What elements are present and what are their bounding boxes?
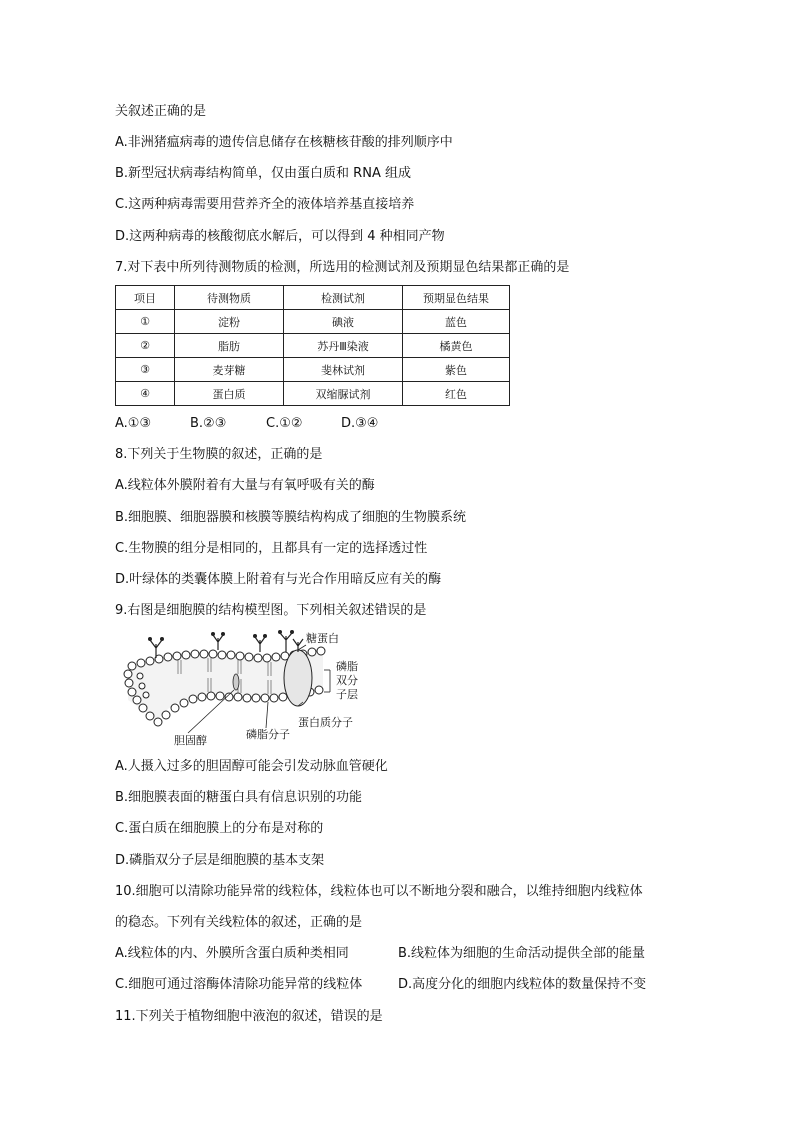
table-row — [116, 358, 510, 382]
q7-option-a: A.①③ — [115, 416, 152, 431]
table-cell: ③ — [116, 358, 175, 382]
q9-option-a: A.人摄入过多的胆固醇可能会引发动脉血管硬化 — [115, 759, 388, 774]
table-cell: 双缩脲试剂 — [284, 382, 403, 406]
q6-stem-tail: 关叙述正确的是 — [115, 104, 207, 119]
table-cell: 斐林试剂 — [284, 358, 403, 382]
q9-option-c: C.蛋白质在细胞膜上的分布是对称的 — [115, 821, 324, 836]
q7-stem: 7.对下表中所列待测物质的检测，所选用的检测试剂及预期显色结果都正确的是 — [115, 260, 570, 275]
cell-membrane-diagram — [118, 630, 380, 750]
table-cell: 淀粉 — [175, 310, 284, 334]
table-row — [116, 334, 510, 358]
table-header-row — [116, 286, 510, 310]
q10-option-b: B.线粒体为细胞的生命活动提供全部的能量 — [398, 946, 646, 961]
glycoprotein-heads — [148, 630, 294, 641]
q7-option-d: D.③④ — [341, 416, 379, 431]
q8-option-d: D.叶绿体的类囊体膜上附着有与光合作用暗反应有关的酶 — [115, 572, 442, 587]
table-row — [116, 310, 510, 334]
table-header-cell: 检测试剂 — [284, 286, 403, 310]
table-header-cell: 待测物质 — [175, 286, 284, 310]
q6-option-c: C.这两种病毒需要用营养齐全的液体培养基直接培养 — [115, 197, 415, 212]
bilayer-label-line2: 双分 — [336, 674, 358, 687]
q10-option-a: A.线粒体的内、外膜所含蛋白质种类相同 — [115, 946, 349, 961]
q8-option-a: A.线粒体外膜附着有大量与有氧呼吸有关的酶 — [115, 478, 375, 493]
table-cell: ② — [116, 334, 175, 358]
table-header-cell: 项目 — [116, 286, 175, 310]
q10-stem-line1: 10.细胞可以清除功能异常的线粒体，线粒体也可以不断地分裂和融合，以维持细胞内线粒体 — [115, 884, 643, 899]
table-cell: 蛋白质 — [175, 382, 284, 406]
table-header-cell: 预期显色结果 — [403, 286, 510, 310]
table-cell: 碘液 — [284, 310, 403, 334]
cholesterol-molecule — [233, 674, 239, 690]
q9-option-b: B.细胞膜表面的糖蛋白具有信息识别的功能 — [115, 790, 363, 805]
cholesterol-label: 胆固醇 — [174, 734, 207, 747]
q8-stem: 8.下列关于生物膜的叙述，正确的是 — [115, 447, 323, 462]
bilayer-label-line3: 子层 — [336, 688, 358, 701]
q10-option-d: D.高度分化的细胞内线粒体的数量保持不变 — [398, 977, 647, 992]
table-cell: 蓝色 — [403, 310, 510, 334]
q7-option-b: B.②③ — [190, 416, 227, 431]
q6-option-b: B.新型冠状病毒结构简单，仅由蛋白质和 RNA 组成 — [115, 166, 411, 181]
table-cell: 麦芽糖 — [175, 358, 284, 382]
protein-label: 蛋白质分子 — [298, 716, 353, 729]
table-cell: ① — [116, 310, 175, 334]
q9-stem: 9.右图是细胞膜的结构模型图。下列相关叙述错误的是 — [115, 603, 427, 618]
protein-molecule — [284, 650, 312, 706]
q6-option-d: D.这两种病毒的核酸彻底水解后，可以得到 4 种相同产物 — [115, 229, 445, 244]
phospholipid-label: 磷脂分子 — [246, 728, 290, 741]
q7-detection-table — [115, 285, 510, 406]
q10-option-c: C.细胞可通过溶酶体清除功能异常的线粒体 — [115, 977, 363, 992]
table-cell: 橘黄色 — [403, 334, 510, 358]
bilayer-label-line1: 磷脂 — [336, 660, 358, 673]
q9-option-d: D.磷脂双分子层是细胞膜的基本支架 — [115, 853, 325, 868]
table-cell: 脂肪 — [175, 334, 284, 358]
table-cell: 红色 — [403, 382, 510, 406]
q7-option-c: C.①② — [266, 416, 303, 431]
q10-stem-line2: 的稳态。下列有关线粒体的叙述，正确的是 — [115, 915, 363, 930]
table-cell: 苏丹Ⅲ染液 — [284, 334, 403, 358]
q6-option-a: A.非洲猪瘟病毒的遗传信息储存在核糖核苷酸的排列顺序中 — [115, 135, 453, 150]
glycoprotein-label: 糖蛋白 — [306, 632, 339, 645]
table-cell: ④ — [116, 382, 175, 406]
q8-option-c: C.生物膜的组分是相同的，且都具有一定的选择透过性 — [115, 541, 428, 556]
table-cell: 紫色 — [403, 358, 510, 382]
q11-stem: 11.下列关于植物细胞中液泡的叙述，错误的是 — [115, 1009, 383, 1024]
table-row — [116, 382, 510, 406]
q8-option-b: B.细胞膜、细胞器膜和核膜等膜结构构成了细胞的生物膜系统 — [115, 510, 467, 525]
